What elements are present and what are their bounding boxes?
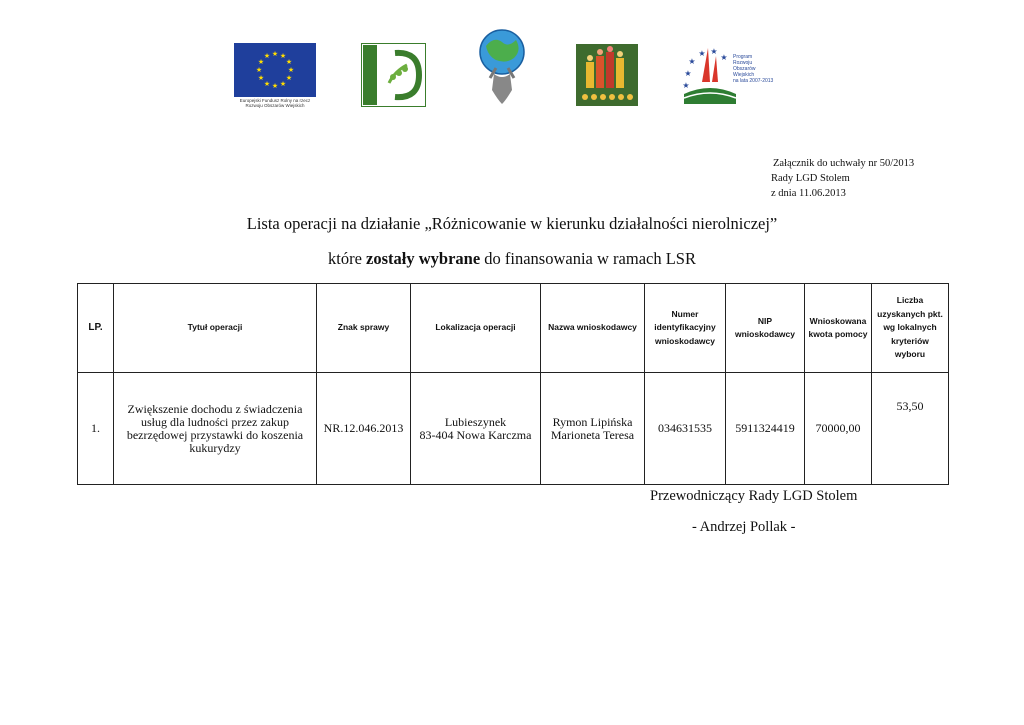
annex-line-2: Rady LGD Stolem	[771, 173, 850, 184]
program-caption	[733, 54, 773, 84]
svg-text:★: ★	[263, 80, 271, 88]
header-kwota: Wnioskowana kwota pomocy	[805, 284, 872, 373]
header-lp: LP.	[78, 284, 114, 373]
operations-table	[77, 283, 949, 485]
annex-line-1: Załącznik do uchwały nr 50/2013	[773, 158, 915, 169]
cell-numer: 034631535	[645, 373, 726, 485]
header-tytul: Tytuł operacji	[114, 284, 317, 373]
cell-znak: NR.12.046.2013	[317, 373, 411, 485]
table-row	[78, 373, 949, 485]
cell-nip: 5911324419	[726, 373, 805, 485]
cell-nazwa-line-1: Rymon Lipińska	[552, 414, 633, 429]
svg-text:★: ★	[279, 52, 287, 60]
header-nip: NIP wnioskodawcy	[726, 284, 805, 373]
svg-text:★: ★	[255, 66, 263, 74]
document-subtitle	[0, 249, 1024, 269]
header-pkt: Liczba uzyskanych pkt. wg lokalnych kryteriów wyboru	[872, 284, 949, 373]
cell-nazwa	[541, 373, 645, 485]
leader-logo	[361, 43, 426, 107]
svg-text:★: ★	[287, 66, 295, 74]
svg-text:★: ★	[257, 58, 265, 66]
header-numer: Numer identyfikacyjny wnioskodawcy	[645, 284, 726, 373]
program-line-2: Rozwoju	[733, 60, 753, 66]
cell-lokalizacja-line-2: 83-404 Nowa Karczma	[419, 427, 532, 442]
annex-note	[773, 156, 914, 201]
header-lokalizacja: Lokalizacja operacji	[411, 284, 541, 373]
globe-statue-logo	[472, 28, 532, 108]
lgd-stolem-logo	[576, 44, 638, 106]
program-line-4: Wiejskich	[733, 72, 755, 78]
svg-text:★: ★	[688, 57, 696, 66]
table-header-row	[78, 284, 949, 373]
subtitle-pre: które	[328, 249, 367, 268]
cell-tytul: Zwiększenie dochodu z świadczenia usług dla ludności przez zakup bezrzędowej przystawki do koszenia kukurydzy	[114, 373, 317, 485]
svg-text:★: ★	[271, 82, 279, 90]
svg-text:★: ★	[257, 74, 265, 82]
svg-text:★: ★	[684, 69, 692, 78]
cell-nazwa-line-2: Marioneta Teresa	[550, 427, 635, 442]
svg-text:★: ★	[271, 50, 279, 58]
cell-kwota: 70000,00	[805, 373, 872, 485]
eu-caption: Europejski Fundusz Rolny na rzecz Rozwoju Obszarów Wiejskich	[239, 98, 311, 108]
program-line-3: Obszarów	[733, 66, 756, 72]
svg-text:★: ★	[285, 58, 293, 66]
svg-text:★: ★	[698, 49, 706, 58]
svg-text:★: ★	[682, 81, 690, 90]
cell-lp: 1.	[78, 373, 114, 485]
svg-text:★: ★	[279, 80, 287, 88]
eu-flag-logo	[234, 43, 316, 97]
cell-pkt: 53,50	[872, 373, 949, 485]
cell-lokalizacja-line-1: Lubieszynek	[444, 414, 507, 429]
subtitle-post: do finansowania w ramach LSR	[480, 249, 696, 268]
svg-text:★: ★	[285, 74, 293, 82]
annex-line-3: z dnia 11.06.2013	[771, 188, 846, 199]
header-nazwa: Nazwa wnioskodawcy	[541, 284, 645, 373]
program-line-5: na lata 2007-2013	[733, 78, 774, 84]
svg-text:★: ★	[720, 53, 728, 62]
document-title: Lista operacji na działanie „Różnicowanie w kierunku działalności nierolniczej”	[246, 214, 778, 233]
header-znak: Znak sprawy	[317, 284, 411, 373]
cell-lokalizacja	[411, 373, 541, 485]
svg-text:★: ★	[263, 52, 271, 60]
subtitle-bold: zostały wybrane	[366, 249, 481, 268]
signature-role: Przewodniczący Rady LGD Stolem	[650, 488, 858, 504]
signature-name: - Andrzej Pollak -	[692, 519, 796, 535]
eu-stars-icon	[234, 43, 316, 97]
program-line-1: Program	[733, 54, 753, 60]
svg-text:★: ★	[710, 47, 718, 56]
